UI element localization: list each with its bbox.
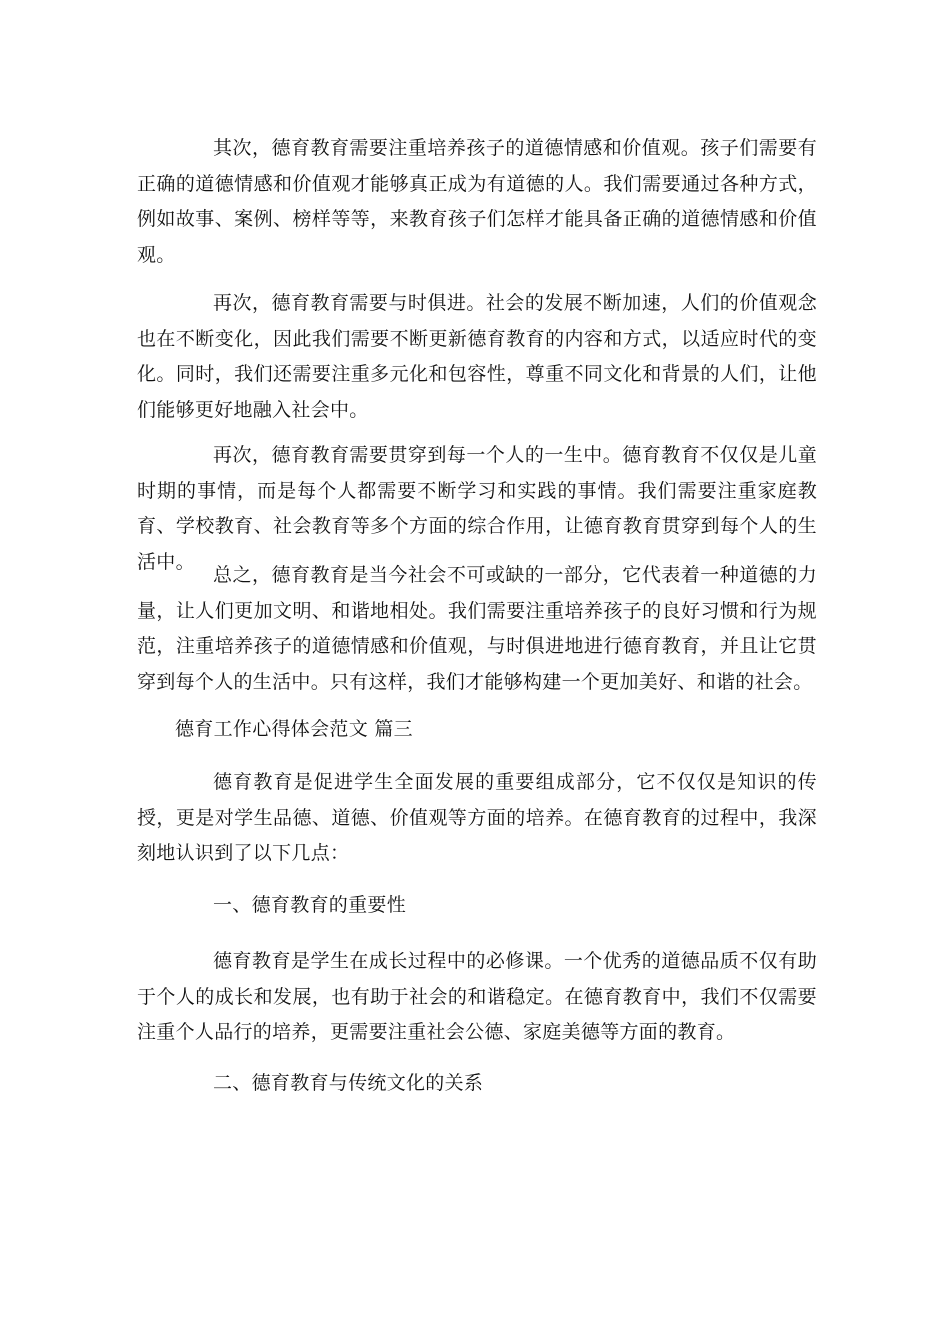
section-title: 德育工作心得体会范文 篇三 xyxy=(175,718,413,740)
paragraph-values: 其次，德育教育需要注重培养孩子的道德情感和价值观。孩子们需要有正确的道德情感和价值观才能够真正成为有道德的人。我们需要通过各种方式，例如故事、案例、榜样等等，来教育孩子们怎样才能具备正确的道德情感和价值观。 xyxy=(137,137,817,266)
paragraph-importance: 德育教育是学生在成长过程中的必修课。一个优秀的道德品质不仅有助于个人的成长和发展，也有助于社会的和谐稳定。在德育教育中，我们不仅需要注重个人品行的培养，更需要注重社会公德、家庭美德等方面的教育。 xyxy=(137,950,817,1043)
paragraph-conclusion: 总之，德育教育是当今社会不可或缺的一部分，它代表着一种道德的力量，让人们更加文明、和谐地相处。我们需要注重培养孩子的良好习惯和行为规范，注重培养孩子的道德情感和价值观，与时俱进地进行德育教育，并且让它贯穿到每个人的生活中。只有这样，我们才能够构建一个更加美好、和谐的社会。 xyxy=(137,564,817,693)
point-heading-importance: 一、德育教育的重要性 xyxy=(213,894,407,916)
paragraph-keep-pace: 再次，德育教育需要与时俱进。社会的发展不断加速，人们的价值观念也在不断变化，因此我们需要不断更新德育教育的内容和方式，以适应时代的变化。同时，我们还需要注重多元化和包容性，尊重不同文化和背景的人们，让他们能够更好地融入社会中。 xyxy=(137,292,817,421)
point-heading-tradition: 二、德育教育与传统文化的关系 xyxy=(213,1072,484,1094)
paragraph-intro: 德育教育是促进学生全面发展的重要组成部分，它不仅仅是知识的传授，更是对学生品德、道德、价值观等方面的培养。在德育教育的过程中，我深刻地认识到了以下几点： xyxy=(137,771,817,864)
paragraph-lifelong: 再次，德育教育需要贯穿到每一个人的一生中。德育教育不仅仅是儿童时期的事情，而是每个人都需要不断学习和实践的事情。我们需要注重家庭教育、学校教育、社会教育等多个方面的综合作用，让德育教育贯穿到每个人的生活中。 xyxy=(137,444,817,573)
